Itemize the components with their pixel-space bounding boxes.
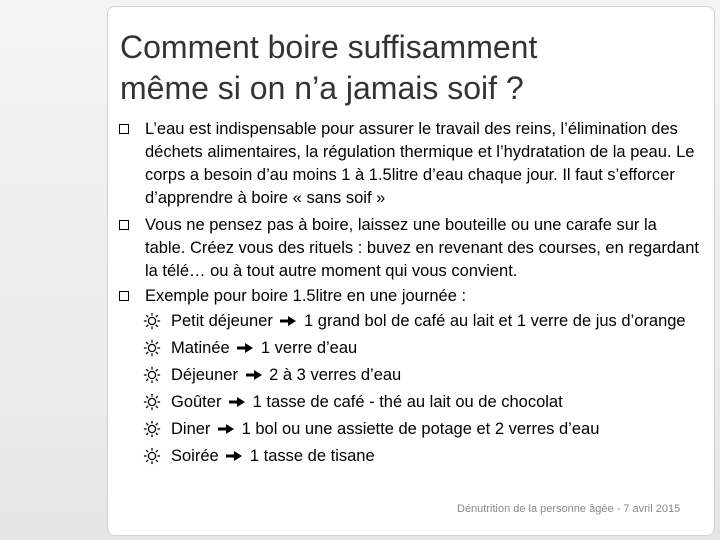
meal-detail: 1 bol ou une assiette de potage et 2 verres d’eau <box>241 420 600 438</box>
meal-label: Matinée <box>171 339 230 357</box>
slide-footer: Dénutrition de la personne âgée - 7 avril 2015 <box>457 503 681 515</box>
meal-label: Déjeuner <box>171 366 238 384</box>
bullet-text: L’eau est indispensable pour assurer le travail des reins, l’élimination des déchets alimentaires, la régulation thermique et l’hydratation de la peau. Le corps a besoin d’au moins 1 à 1.5litre d’eau chaque jour. Il faut s’efforcer d’apprendre à boire « sans soif » <box>145 120 695 207</box>
meal-item <box>171 391 700 414</box>
meal-detail: 1 verre d’eau <box>260 339 358 357</box>
meal-item <box>171 310 700 333</box>
meal-label: Soirée <box>171 447 219 465</box>
bullet-item <box>145 214 700 283</box>
meal-item <box>171 364 700 387</box>
bullet-text: Exemple pour boire 1.5litre en une journée : <box>145 287 467 305</box>
bullet-text: Vous ne pensez pas à boire, laissez une bouteille ou une carafe sur la table. Créez vous des rituels : buvez en revenant des courses, en regardant la télé… ou à tout autre moment qui vous convient. <box>145 216 699 280</box>
bullet-list <box>145 118 700 472</box>
sun-bullet-icon <box>143 312 161 330</box>
meal-item <box>171 418 700 441</box>
meal-list <box>145 310 700 468</box>
right-arrow-icon <box>228 396 246 408</box>
sun-bullet-icon <box>143 447 161 465</box>
right-arrow-icon <box>245 369 263 381</box>
bullet-item <box>145 118 700 210</box>
square-bullet-icon <box>119 220 129 230</box>
right-arrow-icon <box>279 315 297 327</box>
title-line-2: même si on n’a jamais soif ? <box>120 70 524 106</box>
square-bullet-icon <box>119 124 129 134</box>
meal-item <box>171 337 700 360</box>
slide-title <box>120 27 700 109</box>
right-arrow-icon <box>225 450 243 462</box>
right-arrow-icon <box>217 423 235 435</box>
meal-detail: 1 tasse de tisane <box>249 447 375 465</box>
meal-label: Goûter <box>171 393 222 411</box>
meal-detail: 1 grand bol de café au lait et 1 verre de jus d’orange <box>304 312 686 330</box>
meal-label: Petit déjeuner <box>171 312 273 330</box>
sun-bullet-icon <box>143 393 161 411</box>
title-line-1: Comment boire suffisamment <box>120 29 538 65</box>
sun-bullet-icon <box>143 420 161 438</box>
meal-detail: 1 tasse de café - thé au lait ou de chocolat <box>252 393 563 411</box>
right-arrow-icon <box>236 342 254 354</box>
meal-label: Diner <box>171 420 211 438</box>
meal-detail: 2 à 3 verres d’eau <box>269 366 402 384</box>
sun-bullet-icon <box>143 366 161 384</box>
square-bullet-icon <box>119 291 129 301</box>
sun-bullet-icon <box>143 339 161 357</box>
meal-item <box>171 445 700 468</box>
bullet-item <box>145 285 700 468</box>
